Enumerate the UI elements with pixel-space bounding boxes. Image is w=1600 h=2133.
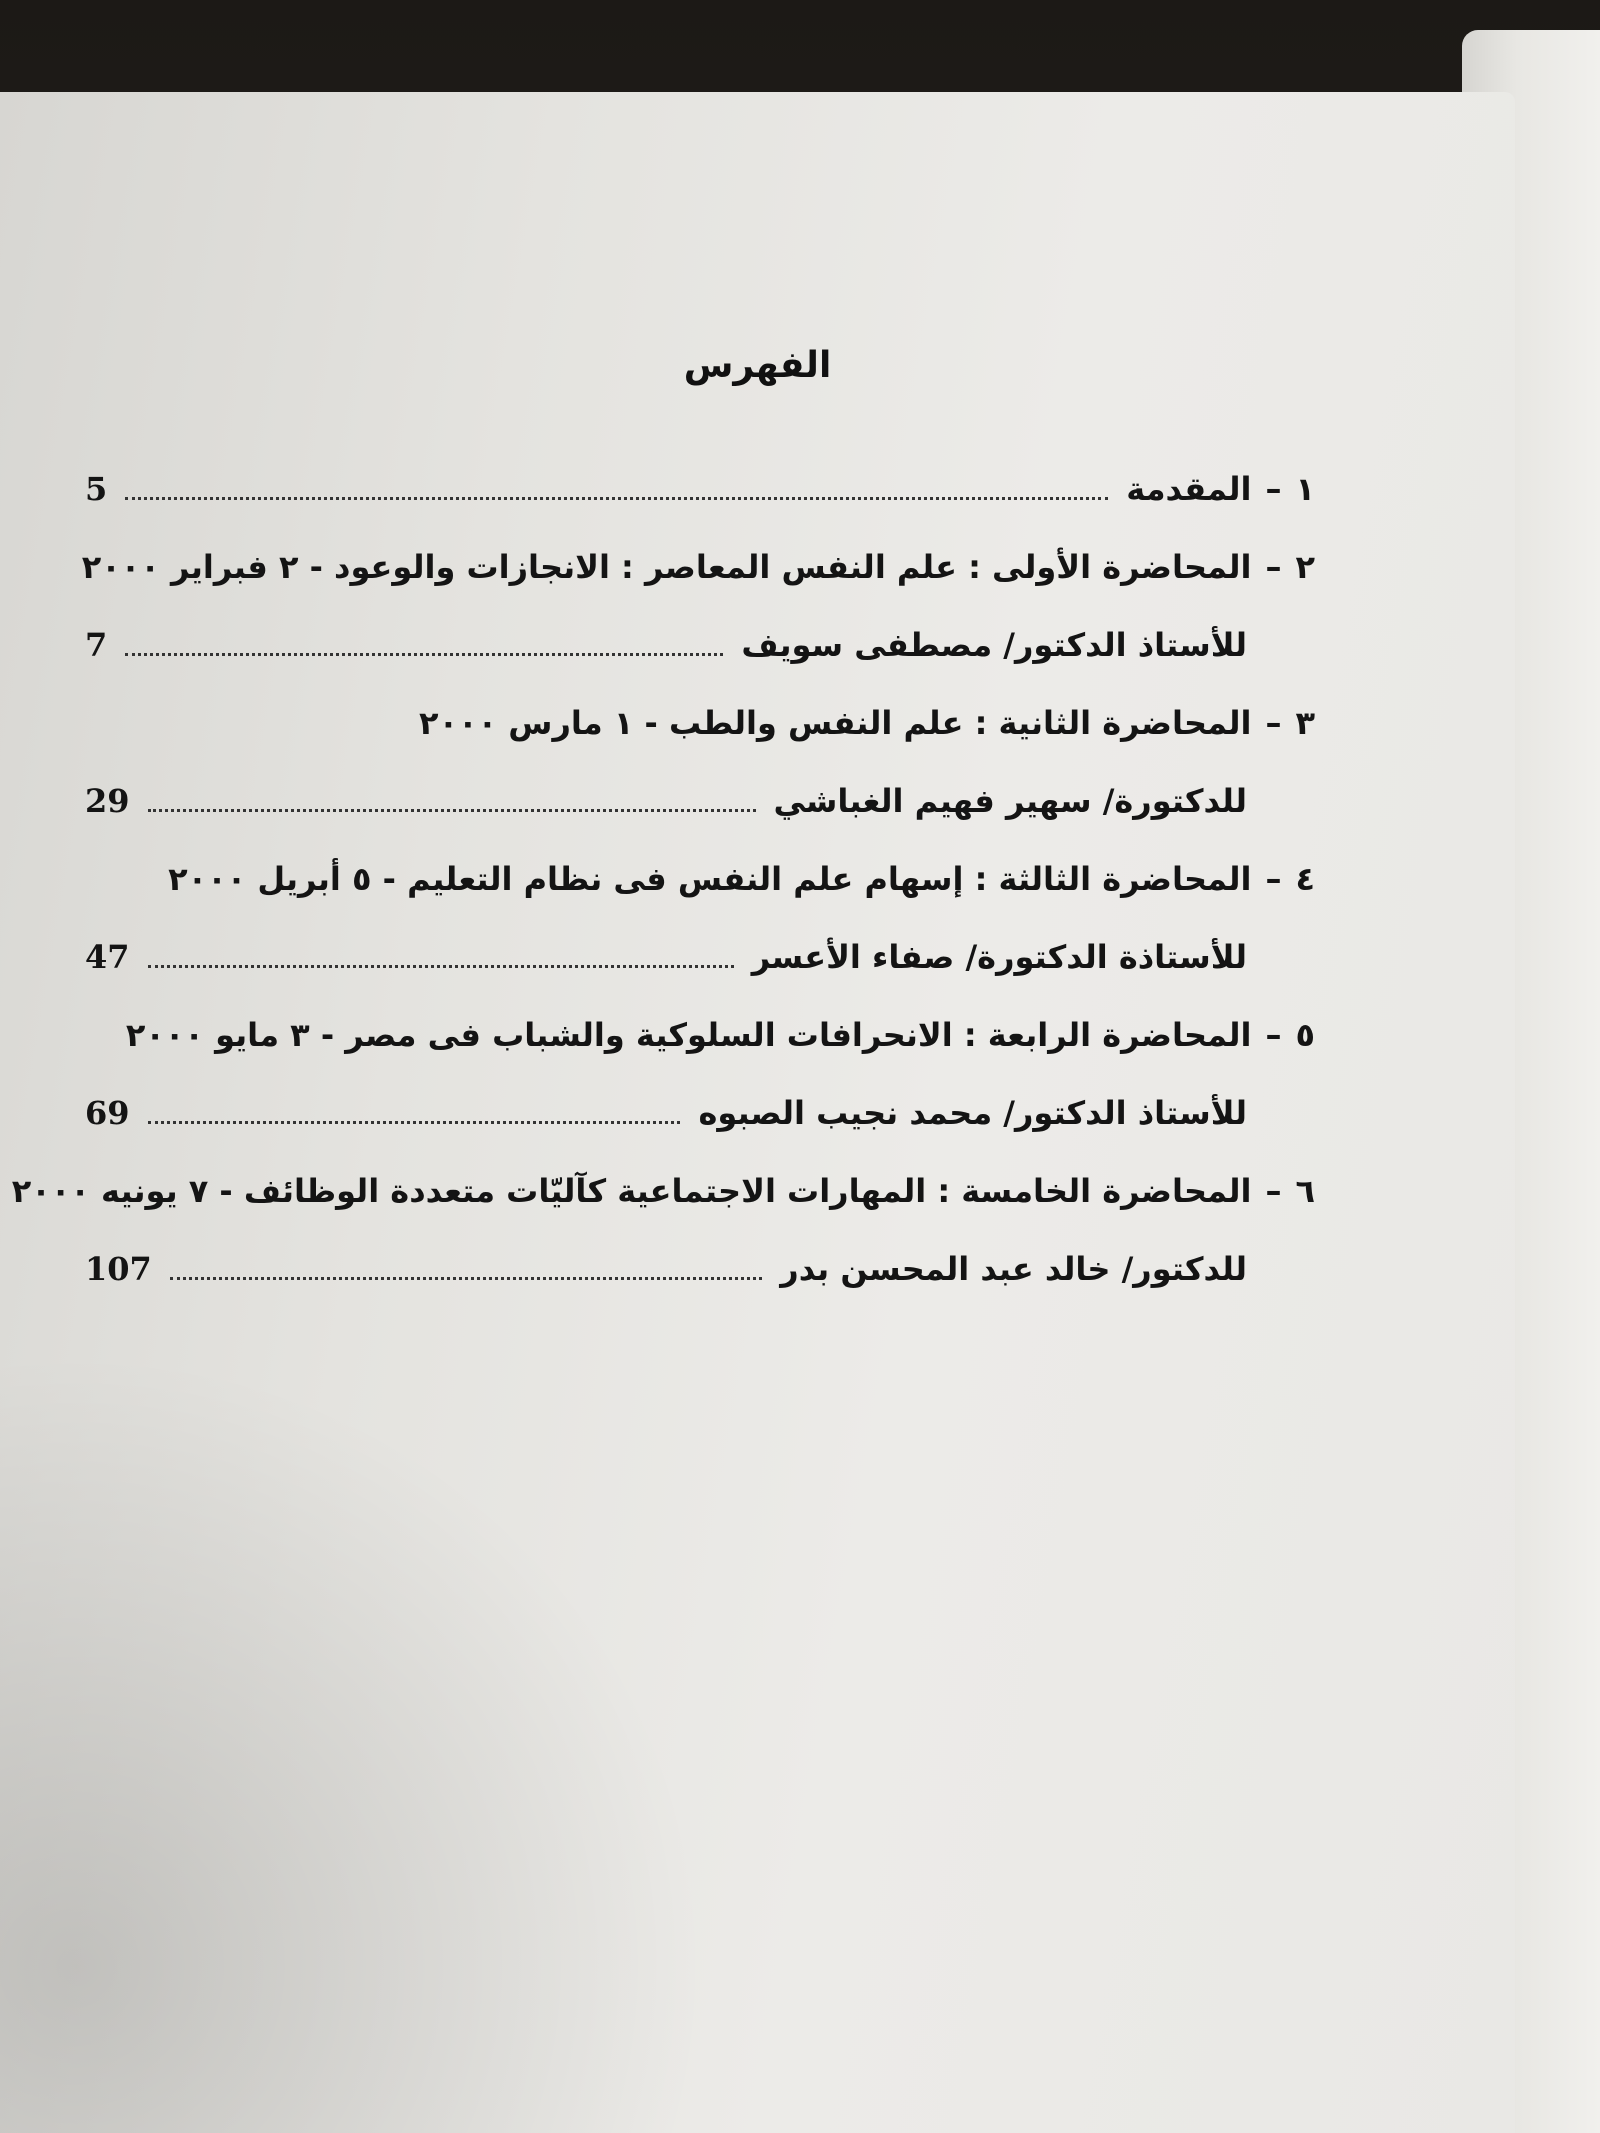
toc-entry-dash: – [1265,1016,1282,1054]
toc-entry-page-number: 29 [85,782,130,820]
toc-entry-page-number: 47 [85,938,130,976]
toc-entry-author: للأستاذة الدكتورة/ صفاء الأعسر [751,938,1247,976]
toc-entry [81,548,1315,704]
dot-leader [170,1277,762,1280]
toc-entry-number: ١ [1295,470,1315,508]
toc-entry-number: ٥ [1295,1016,1315,1054]
toc-entry-number: ٢ [1295,548,1315,586]
toc-entry [85,860,1315,1016]
toc-entry-author: للأستاذ الدكتور/ مصطفى سويف [741,626,1247,664]
toc-entry-number: ٦ [1295,1172,1315,1210]
toc-entry-title: المحاضرة الرابعة : الانحرافات السلوكية والشباب فى مصر - ٣ مايو ٢٠٠٠ [125,1016,1252,1054]
toc-entry-dash: – [1265,860,1282,898]
toc-entry-page-number: 5 [85,470,108,508]
dot-leader [148,809,756,812]
toc-entry-number: ٣ [1295,704,1315,742]
toc-entry-author: للأستاذ الدكتور/ محمد نجيب الصبوه [698,1094,1247,1132]
toc-entry-title: المحاضرة الثانية : علم النفس والطب - ١ مارس ٢٠٠٠ [419,704,1252,742]
toc-entry-title: المقدمة [1126,470,1252,508]
toc-entry-title: المحاضرة الثالثة : إسهام علم النفس فى نظام التعليم - ٥ أبريل ٢٠٠٠ [168,860,1252,898]
toc-entry [85,470,1315,548]
dot-leader [125,653,723,656]
dot-leader [125,497,1108,500]
toc-entry-author: للدكتورة/ سهير فهيم الغباشي [773,782,1247,820]
toc-entry-page-number: 7 [85,626,108,664]
toc-entry-dash: – [1265,704,1282,742]
toc-entry-dash: – [1265,1172,1282,1210]
toc-entry-author: للدكتور/ خالد عبد المحسن بدر [780,1250,1247,1288]
toc-entry [85,1016,1315,1172]
toc-entry-number: ٤ [1295,860,1315,898]
toc-entry-dash: – [1265,548,1282,586]
toc-entry-page-number: 107 [85,1250,152,1288]
table-of-contents [11,470,1315,1328]
dot-leader [148,1121,681,1124]
toc-entry [11,1172,1315,1328]
toc-entry [85,704,1315,860]
toc-entry-title: المحاضرة الخامسة : المهارات الاجتماعية كآليّات متعددة الوظائف - ٧ يونيه ٢٠٠٠ [11,1172,1252,1210]
page-title: الفهرس [683,345,832,386]
toc-entry-page-number: 69 [85,1094,130,1132]
dot-leader [148,965,734,968]
toc-entry-title: المحاضرة الأولى : علم النفس المعاصر : الانجازات والوعود - ٢ فبراير ٢٠٠٠ [81,548,1252,586]
toc-entry-dash: – [1265,470,1282,508]
